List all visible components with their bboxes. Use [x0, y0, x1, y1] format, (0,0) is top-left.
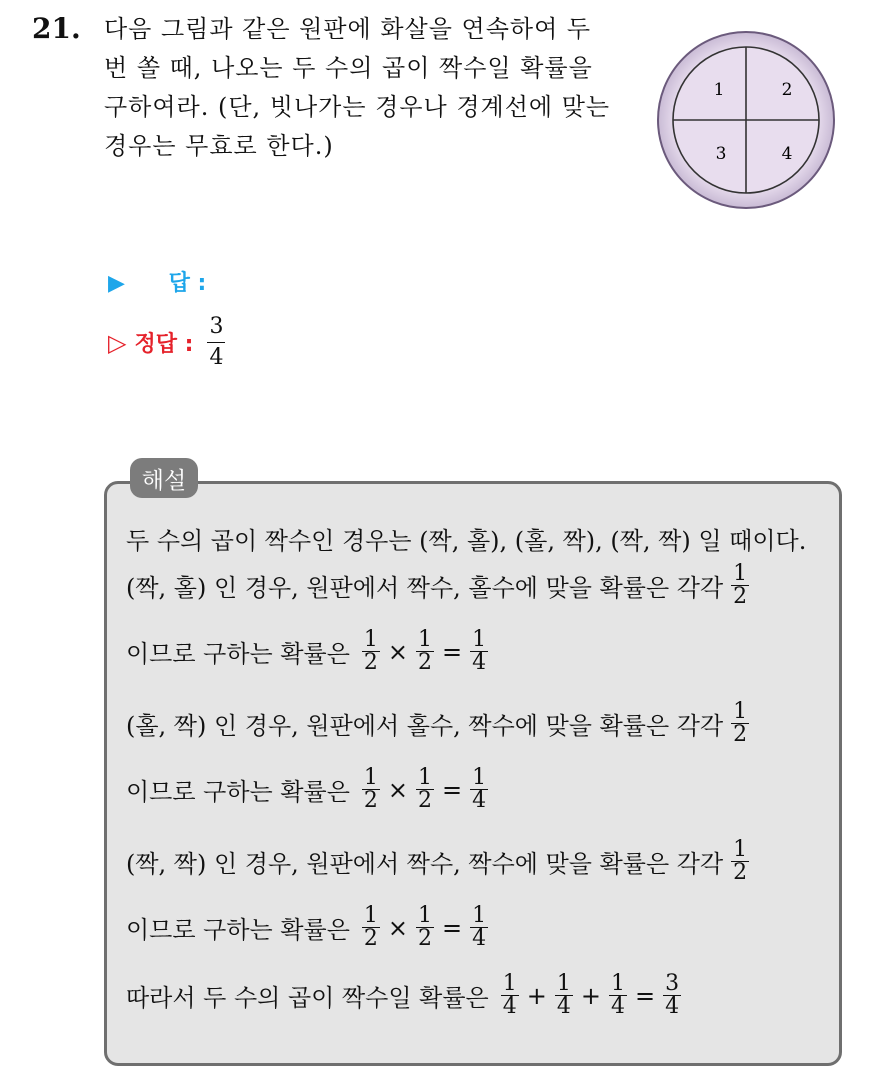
- solution-line: [126, 701, 826, 746]
- spinner-disc: [656, 30, 836, 210]
- spinner-number-3: 3: [715, 144, 727, 164]
- question-number: 21.: [32, 12, 81, 45]
- solution-text: 두 수의 곱이 짝수인 경우는 (짝, 홀), (홀, 짝), (짝, 짝) 일 때이다.: [126, 527, 807, 555]
- plus-sign: +: [526, 981, 547, 1010]
- question-line: 구하여라. (단, 빗나가는 경우나 경계선에 맞는: [104, 93, 611, 121]
- play-triangle-icon: ▶: [108, 271, 125, 296]
- plus-sign: +: [580, 981, 601, 1010]
- solution-line: [126, 839, 826, 884]
- question-text: [104, 10, 644, 166]
- solution-text: 이므로 구하는 확률은: [126, 916, 350, 944]
- spinner-number-1: 1: [713, 80, 725, 100]
- fraction-quarter: $\frac{1}{4}$: [556, 971, 571, 1019]
- outline-triangle-icon: ▷: [108, 328, 127, 357]
- solution-text: 따라서 두 수의 곱이 짝수일 확률은: [126, 984, 489, 1012]
- solution-text: (짝, 짝) 인 경우, 원판에서 짝수, 짝수에 맞을 확률은 각각: [126, 850, 724, 878]
- fraction-half: $\frac{1}{2}$: [363, 627, 378, 675]
- spinner-number-4: 4: [781, 144, 793, 164]
- solution-text: (홀, 짝) 인 경우, 원판에서 홀수, 짝수에 맞을 확률은 각각: [126, 712, 724, 740]
- answer-row: [108, 266, 206, 297]
- fraction-final: $\frac{3}{4}$: [665, 971, 680, 1019]
- solution-text: 이므로 구하는 확률은: [126, 778, 350, 806]
- solution-line: [126, 973, 826, 1018]
- correct-answer-label: 정답 :: [134, 332, 194, 357]
- fraction-half: $\frac{1}{2}$: [363, 903, 378, 951]
- question-line: 다음 그림과 같은 원판에 화살을 연속하여 두: [104, 15, 592, 43]
- fraction-quarter: $\frac{1}{4}$: [610, 971, 625, 1019]
- fraction-half: $\frac{1}{2}$: [418, 765, 433, 813]
- correct-answer-row: [108, 316, 228, 369]
- fraction-quarter: $\frac{1}{4}$: [472, 765, 487, 813]
- fraction-half: $\frac{1}{2}$: [418, 903, 433, 951]
- equals-sign: =: [442, 775, 463, 804]
- fraction-half: $\frac{1}{2}$: [733, 699, 748, 747]
- solution-line: [126, 629, 826, 674]
- fraction-half: $\frac{1}{2}$: [733, 561, 748, 609]
- solution-line: [126, 905, 826, 950]
- fraction-half: $\frac{1}{2}$: [418, 627, 433, 675]
- times-sign: ×: [387, 913, 409, 942]
- solution-line: [126, 521, 826, 556]
- question-line: 번 쏠 때, 나오는 두 수의 곱이 짝수일 확률을: [104, 54, 593, 82]
- spinner-number-2: 2: [781, 80, 793, 100]
- fraction-half: $\frac{1}{2}$: [733, 837, 748, 885]
- times-sign: ×: [387, 637, 409, 666]
- times-sign: ×: [387, 775, 409, 804]
- solution-line: [126, 563, 826, 608]
- equals-sign: =: [634, 981, 656, 1010]
- equals-sign: =: [442, 637, 463, 666]
- solution-text: 이므로 구하는 확률은: [126, 640, 350, 668]
- answer-label: 답 :: [168, 271, 207, 296]
- question-line: 경우는 무효로 한다.): [104, 132, 334, 160]
- fraction-quarter: $\frac{1}{4}$: [472, 903, 487, 951]
- fraction-quarter: $\frac{1}{4}$: [472, 627, 487, 675]
- equals-sign: =: [442, 913, 463, 942]
- solution-text: (짝, 홀) 인 경우, 원판에서 짝수, 홀수에 맞을 확률은 각각: [126, 574, 724, 602]
- fraction-half: $\frac{1}{2}$: [363, 765, 378, 813]
- correct-answer-fraction: $\frac{3}{4}$: [209, 314, 224, 370]
- solution-line: [126, 767, 826, 812]
- fraction-quarter: $\frac{1}{4}$: [502, 971, 517, 1019]
- solution-tag: 해설: [130, 458, 198, 498]
